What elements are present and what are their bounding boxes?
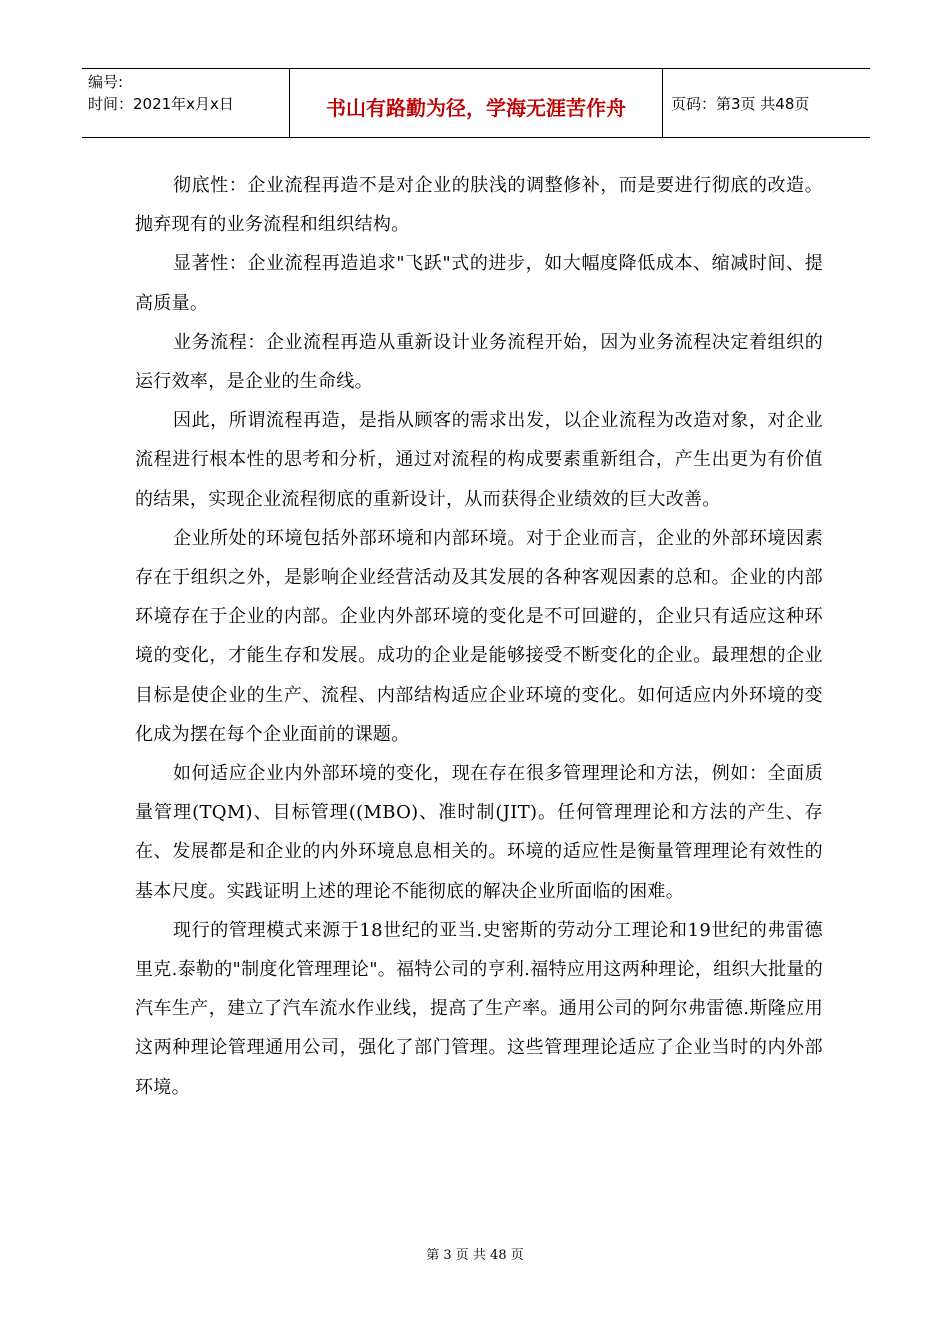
page-footer: 第 3 页 共 48 页 — [426, 1248, 524, 1263]
paragraph-management-models: 现行的管理模式来源于18世纪的亚当.史密斯的劳动分工理论和19世纪的弗雷德里克.泰勒的"制度化管理理论"。福特公司的亨利.福特应用这两种理论，组织大批量的汽车生产，建立了汽车流水作业线，提高了生产率。通用公司的阿尔弗雷德.斯隆应用这两种理论管理通用公司，强化了部门管理。这些管理理论适应了企业当时的内外部环境。 — [135, 919, 823, 1098]
paragraph-thoroughness: 彻底性：企业流程再造不是对企业的肤浅的调整修补，而是要进行彻底的改造。抛弃现有的业务流程和组织结构。 — [135, 175, 823, 236]
document-time-label: 时间：2021年x月x日 — [88, 95, 234, 113]
document-number-label: 编号: — [88, 73, 124, 91]
document-body — [135, 166, 823, 1107]
header-meta — [82, 69, 290, 137]
page-header — [82, 68, 870, 138]
paragraph-business-process: 业务流程：企业流程再造从重新设计业务流程开始，因为业务流程决定着组织的运行效率，是企业的生命线。 — [135, 331, 823, 393]
paragraph-environment: 企业所处的环境包括外部环境和内部环境。对于企业而言，企业的外部环境因素存在于组织之外，是影响企业经营活动及其发展的各种客观因素的总和。企业的内部环境存在于企业的内部。企业内外部环境的变化是不可回避的，企业只有适应这种环境的变化，才能生存和发展。成功的企业是能够接受不断变化的企业。最理想的企业目标是使企业的生产、流程、内部结构适应企业环境的变化。如何适应内外环境的变化成为摆在每个企业面前的课题。 — [135, 527, 823, 745]
header-page-info: 页码：第3页 共48页 — [671, 94, 810, 113]
paragraph-definition: 因此，所谓流程再造，是指从顾客的需求出发，以企业流程为改造对象，对企业流程进行根本性的思考和分析，通过对流程的构成要素重新组合，产生出更为有价值的结果，实现企业流程彻底的重新设计，从而获得企业绩效的巨大改善。 — [135, 410, 823, 510]
header-motto: 书山有路勤为径，学海无涯苦作舟 — [290, 69, 663, 137]
paragraph-management-theories: 如何适应企业内外部环境的变化，现在存在很多管理理论和方法，例如：全面质量管理(TQM)、目标管理((MBO)、准时制(JIT)。任何管理理论和方法的产生、存在、发展都是和企业的内外环境息息相关的。环境的适应性是衡量管理理论有效性的基本尺度。实践证明上述的理论不能彻底的解决企业所面临的困难。 — [135, 763, 823, 902]
paragraph-significance: 显著性：企业流程再造追求"飞跃"式的进步，如大幅度降低成本、缩减时间、提高质量。 — [135, 253, 823, 314]
